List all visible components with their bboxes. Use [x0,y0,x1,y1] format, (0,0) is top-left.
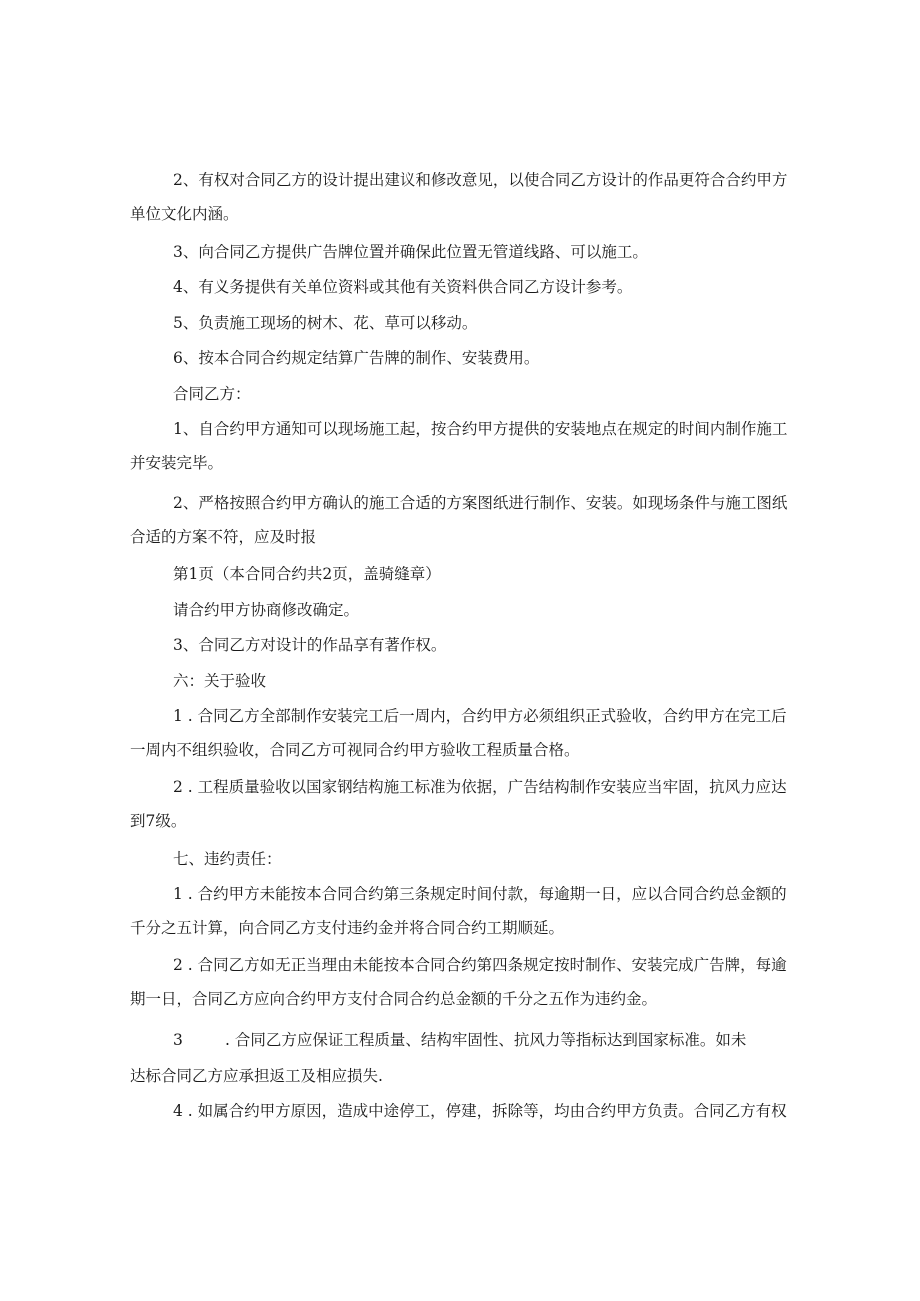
paragraph: 3、向合同乙方提供广告牌位置并确保此位置无管道线路、可以施工。 [173,243,648,261]
paragraph: 1 . 合同乙方全部制作安装完工后一周内，合约甲方必须组织正式验收，合约甲方在完工后一周内不组织验收，合同乙方可视同合约甲方验收工程质量合格。 [130,707,787,759]
paragraph: 5、负责施工现场的树木、花、草可以移动。 [173,314,478,332]
section-heading: 合同乙方： [173,385,251,403]
page-footer-note: 第1页（本合同合约共2页，盖骑缝章） [173,565,441,583]
paragraph: 2、严格按照合约甲方确认的施工合适的方案图纸进行制作、安装。如现场条件与施工图纸合适的方案不符，应及时报 [130,494,788,546]
paragraph-line: 达标合同乙方应承担返工及相应损失. [130,1067,383,1085]
section-heading: 七、违约责任： [173,850,282,868]
paragraph-line: . 合同乙方应保证工程质量、结构牢固性、抗风力等指标达到国家标准。如未 [225,1031,747,1049]
paragraph: 3、合同乙方对设计的作品享有著作权。 [173,636,447,654]
item-number: 3 [173,1031,183,1049]
paragraph: 1、自合约甲方通知可以现场施工起，按合约甲方提供的安装地点在规定的时间内制作施工并安装完毕。 [130,420,788,472]
paragraph: 4 . 如属合约甲方原因，造成中途停工，停建，拆除等，均由合约甲方负责。合同乙方有权 [173,1102,787,1120]
paragraph: 2 . 合同乙方如无正当理由未能按本合同合约第四条规定按时制作、安装完成广告牌，每逾期一日，合同乙方应向合约甲方支付合同合约总金额的千分之五作为违约金。 [130,956,787,1008]
section-heading: 六：关于验收 [173,672,267,690]
paragraph: 请合约甲方协商修改确定。 [173,601,360,619]
paragraph: 2、有权对合同乙方的设计提出建议和修改意见，以使合同乙方设计的作品更符合合约甲方单位文化内涵。 [130,171,788,223]
paragraph: 4、有义务提供有关单位资料或其他有关资料供合同乙方设计参考。 [173,278,633,296]
paragraph: 6、按本合同合约规定结算广告牌的制作、安装费用。 [173,349,540,367]
paragraph: 1 . 合约甲方未能按本合同合约第三条规定时间付款，每逾期一日，应以合同合约总金额的千分之五计算，向合同乙方支付违约金并将合同合约工期顺延。 [130,885,787,937]
paragraph: 2 . 工程质量验收以国家钢结构施工标准为依据，广告结构制作安装应当牢固，抗风力应达到7级。 [130,778,787,830]
